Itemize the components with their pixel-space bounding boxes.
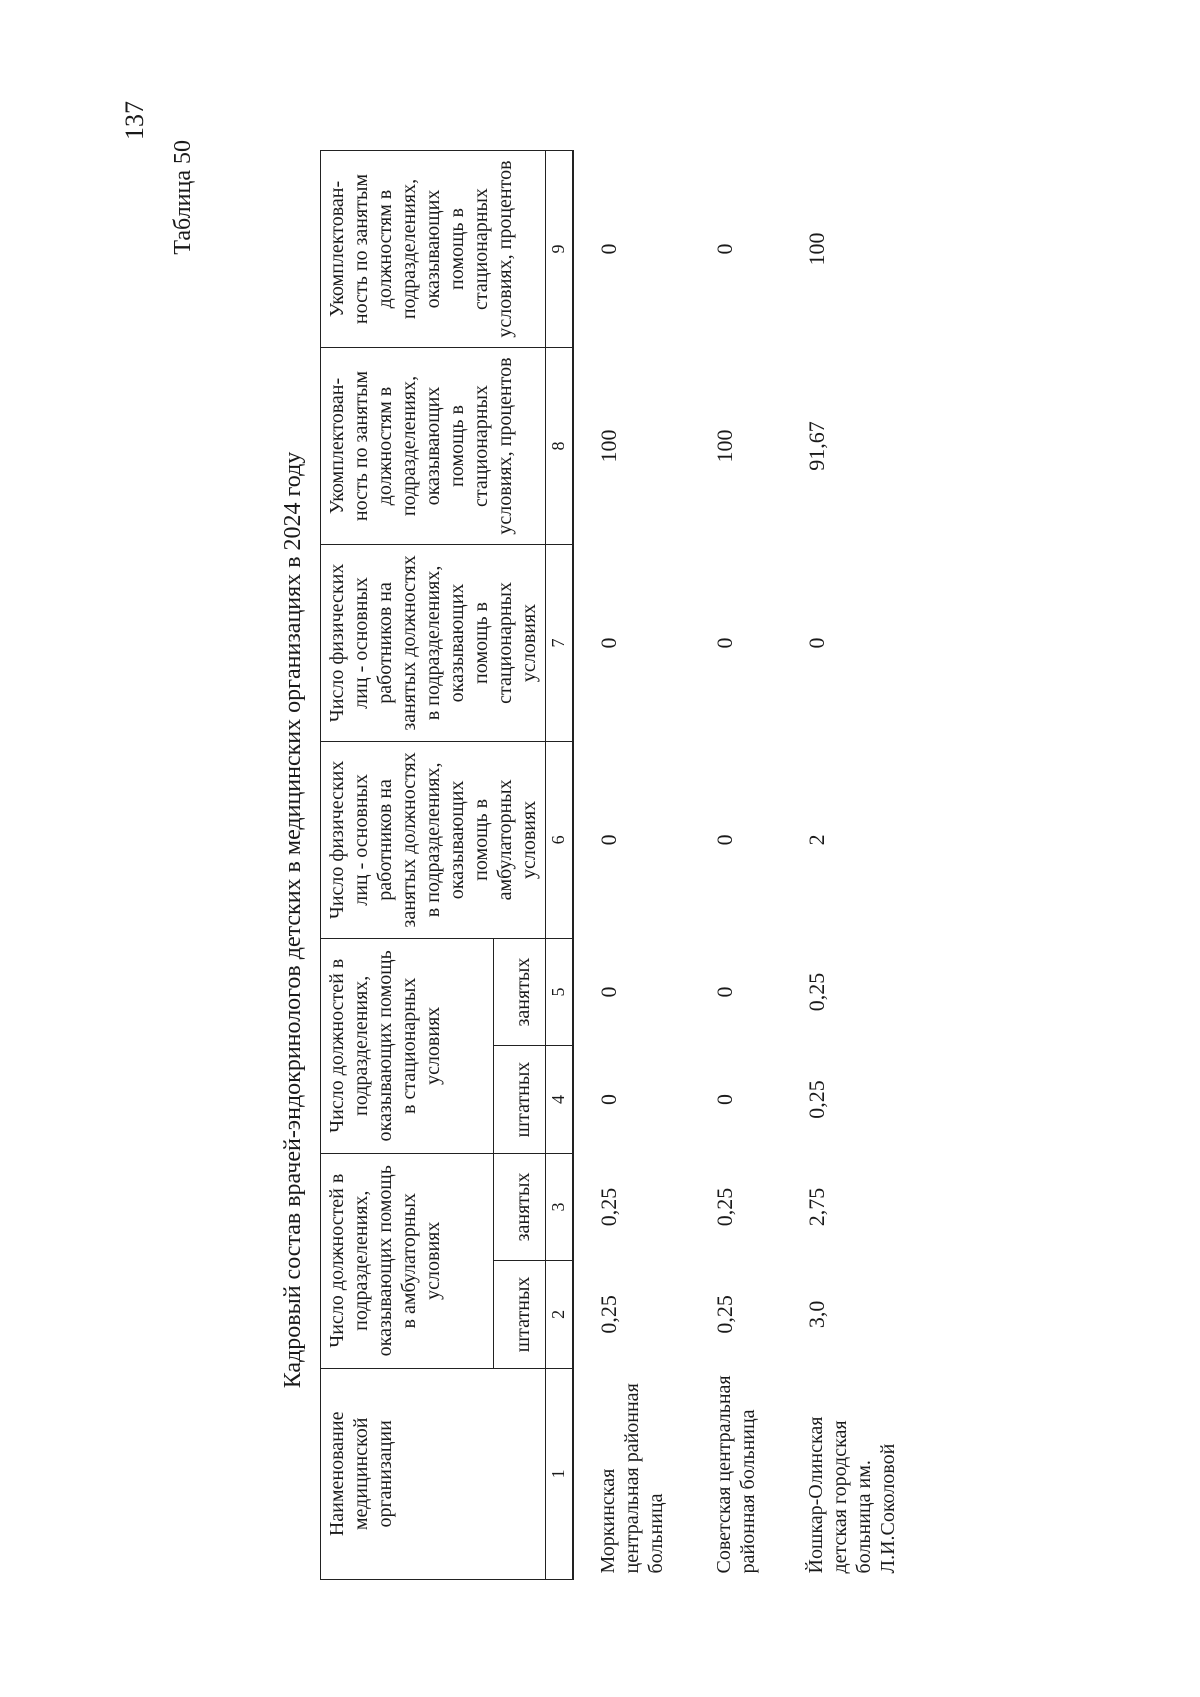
column-number: 7 [546, 544, 573, 741]
rotated-content [170, 120, 1170, 1620]
staffing-table [320, 150, 922, 1580]
cell-value: 0,25 [803, 972, 829, 1012]
column-number: 8 [546, 348, 573, 545]
header-stat-staff: штатных [493, 1046, 545, 1154]
header-staffing-9: Укомплектован-ность по занятым должностям в подразделениях, оказывающих помощь в стационарных условиях, процентов [321, 151, 546, 348]
cell-value: 0 [711, 834, 737, 846]
cell-value: 0,25 [595, 1187, 621, 1227]
cell-value: 2 [803, 834, 829, 846]
cell-value: 0,25 [803, 1080, 829, 1119]
cell-value: 0 [595, 834, 621, 846]
column-number: 9 [546, 151, 573, 348]
column-number-row [546, 151, 573, 1580]
table-label: Таблица 50 [170, 140, 196, 255]
cell-value: 91,67 [803, 421, 829, 471]
cell-value: 0 [711, 986, 737, 998]
cell-value: 2,75 [803, 1187, 829, 1227]
header-amb-occupied: занятых [493, 1153, 545, 1260]
table-row [782, 151, 922, 1580]
column-number: 2 [546, 1261, 573, 1369]
cell-value: 0 [595, 1094, 621, 1105]
cell-value: 0 [595, 986, 621, 998]
org-name: Йошкар-Олинская детская городская больница им. Л.И.Соколовой [804, 1416, 899, 1574]
column-number: 1 [546, 1368, 573, 1579]
cell-value: 100 [803, 232, 829, 266]
cell-value: 0 [711, 637, 737, 649]
header-amb-persons: Число физических лиц - основных работников на занятых должностях в подразделениях, оказывающих помощь в амбулаторных условиях [321, 741, 546, 938]
org-name: Моркинская центральная районная больница [596, 1383, 667, 1574]
header-stat-positions: Число должностей в подразделениях, оказывающих помощь в стационарных условиях [321, 938, 494, 1153]
cell-value: 3,0 [803, 1300, 829, 1329]
header-stat-persons: Число физических лиц - основных работников на занятых должностях в подразделениях, оказывающих помощь в стационарных условиях [321, 544, 546, 741]
column-number: 3 [546, 1153, 573, 1260]
header-stat-occupied: занятых [493, 938, 545, 1045]
cell-value: 0 [803, 637, 829, 649]
header-amb-positions: Число должностей в подразделениях, оказывающих помощь в амбулаторных условиях [321, 1153, 494, 1368]
column-number: 6 [546, 741, 573, 938]
table-row [573, 151, 690, 1580]
cell-value: 0,25 [595, 1295, 621, 1334]
column-number: 5 [546, 938, 573, 1045]
table-title: Кадровый состав врачей-эндокринологов детских в медицинских организациях в 2024 году [280, 451, 306, 1389]
page-number: 137 [120, 101, 149, 140]
header-org-name: Наименование медицинской организации [321, 1368, 546, 1579]
org-name: Советская центральная районная больница [712, 1375, 759, 1574]
cell-value: 0 [595, 637, 621, 649]
cell-value: 0,25 [711, 1295, 737, 1334]
cell-value: 0,25 [711, 1187, 737, 1227]
column-number: 4 [546, 1046, 573, 1154]
header-staffing-8: Укомплектован-ность по занятым должностям в подразделениях, оказывающих помощь в стационарных условиях, процентов [321, 348, 546, 545]
table-row [690, 151, 782, 1580]
cell-value: 100 [711, 429, 737, 463]
header-amb-staff: штатных [493, 1261, 545, 1369]
cell-value: 100 [595, 429, 621, 463]
cell-value: 0 [711, 1094, 737, 1105]
cell-value: 0 [595, 243, 621, 255]
cell-value: 0 [711, 243, 737, 255]
